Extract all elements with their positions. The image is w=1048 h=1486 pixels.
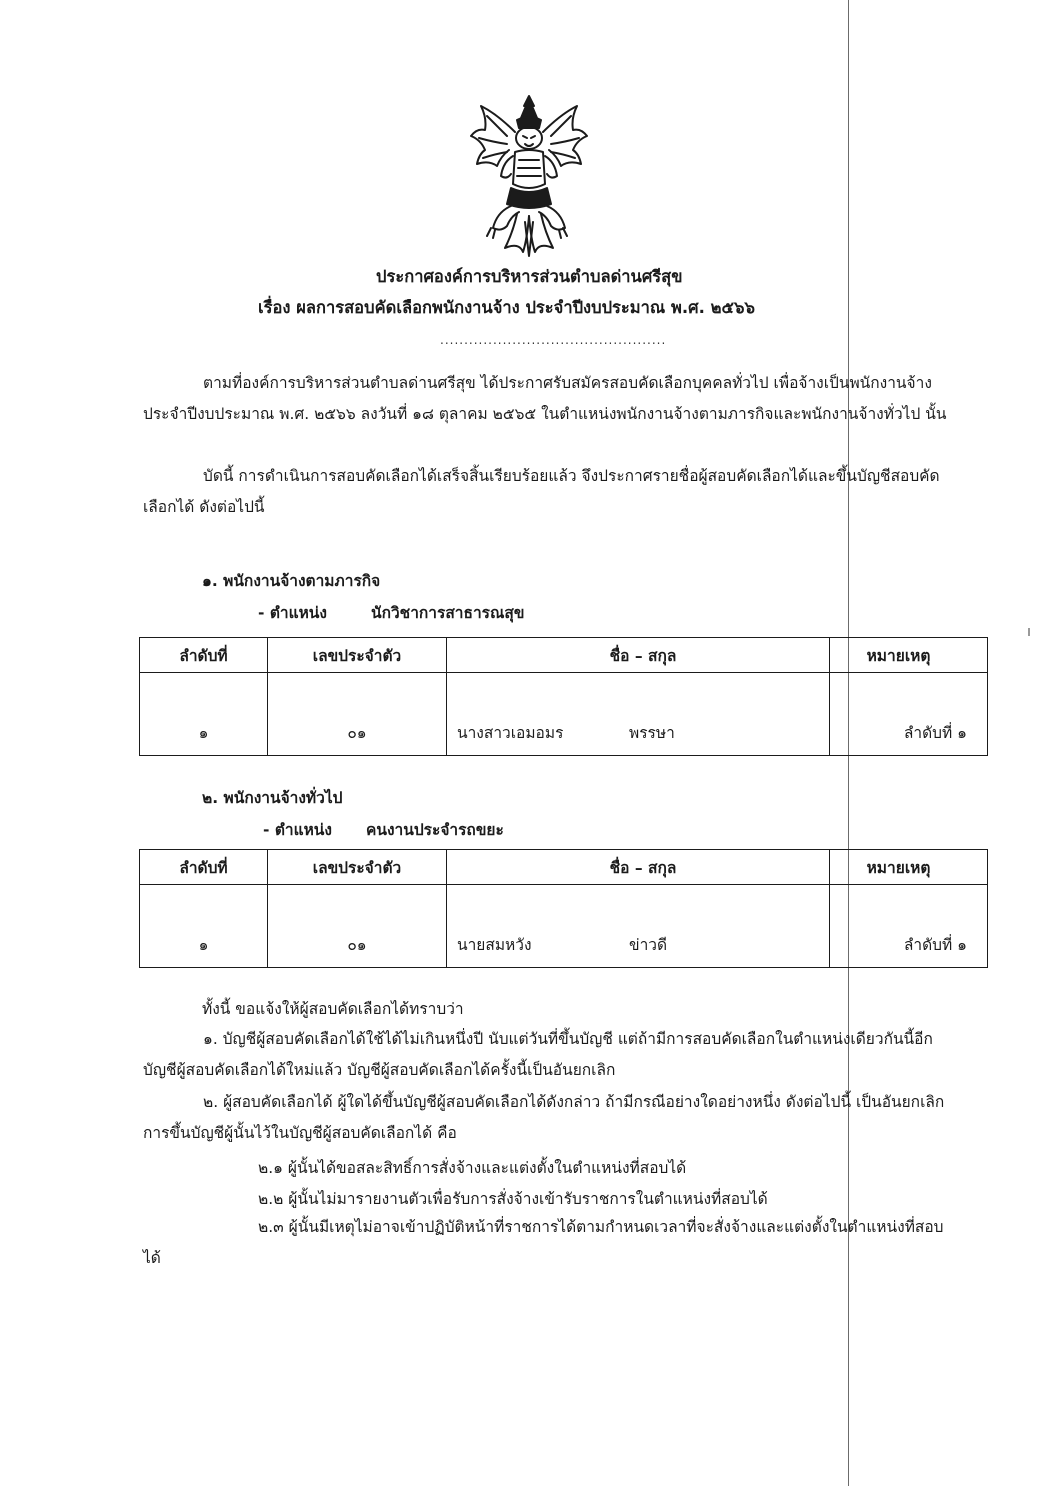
cell-id: ๐๑ xyxy=(268,885,447,968)
cell-id: ๐๑ xyxy=(268,673,447,756)
table-row xyxy=(140,673,988,756)
section-1-heading: ๑. พนักงานจ้างตามภารกิจ xyxy=(202,572,381,590)
notice-item-2: ๒. ผู้สอบคัดเลือกได้ ผู้ใดได้ขึ้นบัญชีผู้สอบคัดเลือกได้ดังกล่าว ถ้ามีกรณีอย่างใดอย่างหนึ่ง ดังต่อไปนี้ เป็นอันยกเลิกการขึ้นบัญชีผู้นั้นไว้ในบัญชีผู้สอบคัดเลือกได้ คือ xyxy=(143,1093,945,1142)
section-1-table xyxy=(139,637,988,756)
section-2-position-label: - ตำแหน่ง xyxy=(263,821,332,839)
section-1-position-label: - ตำแหน่ง xyxy=(258,604,327,622)
column-header-order: ลำดับที่ xyxy=(140,850,268,885)
title-separator: ............................................... xyxy=(440,333,667,347)
last-name: พรรษา xyxy=(629,724,675,742)
cell-order: ๑ xyxy=(140,885,268,968)
intro-paragraph: ตามที่องค์การบริหารส่วนตำบลด่านศรีสุข ได้ประกาศรับสมัครสอบคัดเลือกบุคคลทั่วไป เพื่อจ้างเป็นพนักงานจ้าง ประจำปีงบประมาณ พ.ศ. ๒๕๖๖ ลงวันที่ ๑๘ ตุลาคม ๒๕๖๕ ในตำแหน่งพนักงานจ้างตามภารกิจและพนักงานจ้างทั่วไป นั้น xyxy=(143,374,947,423)
cell-note: ลำดับที่ ๑ xyxy=(830,673,988,756)
notice-subitem-3: ๒.๓ ผู้นั้นมีเหตุไม่อาจเข้าปฏิบัติหน้าที่ราชการได้ตามกำหนดเวลาที่จะสั่งจ้างและแต่งตั้งในตำแหน่งที่สอบได้ xyxy=(143,1218,944,1267)
document-title: ประกาศองค์การบริหารส่วนตำบลด่านศรีสุข xyxy=(376,267,683,286)
notice-item-1: ๑. บัญชีผู้สอบคัดเลือกได้ใช้ได้ไม่เกินหนึ่งปี นับแต่วันที่ขึ้นบัญชี แต่ถ้ามีการสอบคัดเลือกในตำแหน่งเดียวกันนี้อีกบัญชีผู้สอบคัดเลือกได้ใหม่แล้ว บัญชีผู้สอบคัดเลือกได้ครั้งนี้เป็นอันยกเลิก xyxy=(143,1030,933,1079)
section-2-position-name: คนงานประจำรถขยะ xyxy=(366,821,504,839)
column-header-order: ลำดับที่ xyxy=(140,638,268,673)
column-header-id: เลขประจำตัว xyxy=(268,850,447,885)
column-header-note: หมายเหตุ xyxy=(830,638,988,673)
cell-note: ลำดับที่ ๑ xyxy=(830,885,988,968)
first-name: นางสาวเอมอมร xyxy=(457,724,564,742)
column-header-note: หมายเหตุ xyxy=(830,850,988,885)
column-header-name: ชื่อ – สกุล xyxy=(447,638,830,673)
table-row xyxy=(140,885,988,968)
section-2-heading: ๒. พนักงานจ้างทั่วไป xyxy=(202,789,343,807)
cell-name xyxy=(447,673,830,756)
document-subject: เรื่อง ผลการสอบคัดเลือกพนักงานจ้าง ประจำปีงบประมาณ พ.ศ. ๒๕๖๖ xyxy=(258,298,755,317)
table-header-row xyxy=(140,638,988,673)
first-name: นายสมหวัง xyxy=(457,936,532,954)
garuda-emblem-icon xyxy=(467,92,591,262)
notice-subitem-1: ๒.๑ ผู้นั้นได้ขอสละสิทธิ์การสั่งจ้างและแต่งตั้งในตำแหน่งที่สอบได้ xyxy=(258,1159,687,1177)
notice-subitem-2: ๒.๒ ผู้นั้นไม่มารายงานตัวเพื่อรับการสั่งจ้างเข้ารับราชการในตำแหน่งที่สอบได้ xyxy=(258,1190,768,1208)
cell-name xyxy=(447,885,830,968)
last-name: ข่าวดี xyxy=(629,936,668,954)
section-2-table xyxy=(139,849,988,968)
section-1-position-name: นักวิชาการสาธารณสุข xyxy=(371,604,525,622)
table-header-row xyxy=(140,850,988,885)
cell-order: ๑ xyxy=(140,673,268,756)
column-header-id: เลขประจำตัว xyxy=(268,638,447,673)
notice-lead: ทั้งนี้ ขอแจ้งให้ผู้สอบคัดเลือกได้ทราบว่า xyxy=(202,1000,464,1018)
column-header-name: ชื่อ – สกุล xyxy=(447,850,830,885)
scan-artifact-mark xyxy=(1028,628,1030,636)
announcement-paragraph: บัดนี้ การดำเนินการสอบคัดเลือกได้เสร็จสิ้นเรียบร้อยแล้ว จึงประกาศรายชื่อผู้สอบคัดเลือกได้และขึ้นบัญชีสอบคัดเลือกได้ ดังต่อไปนี้ xyxy=(143,467,940,516)
